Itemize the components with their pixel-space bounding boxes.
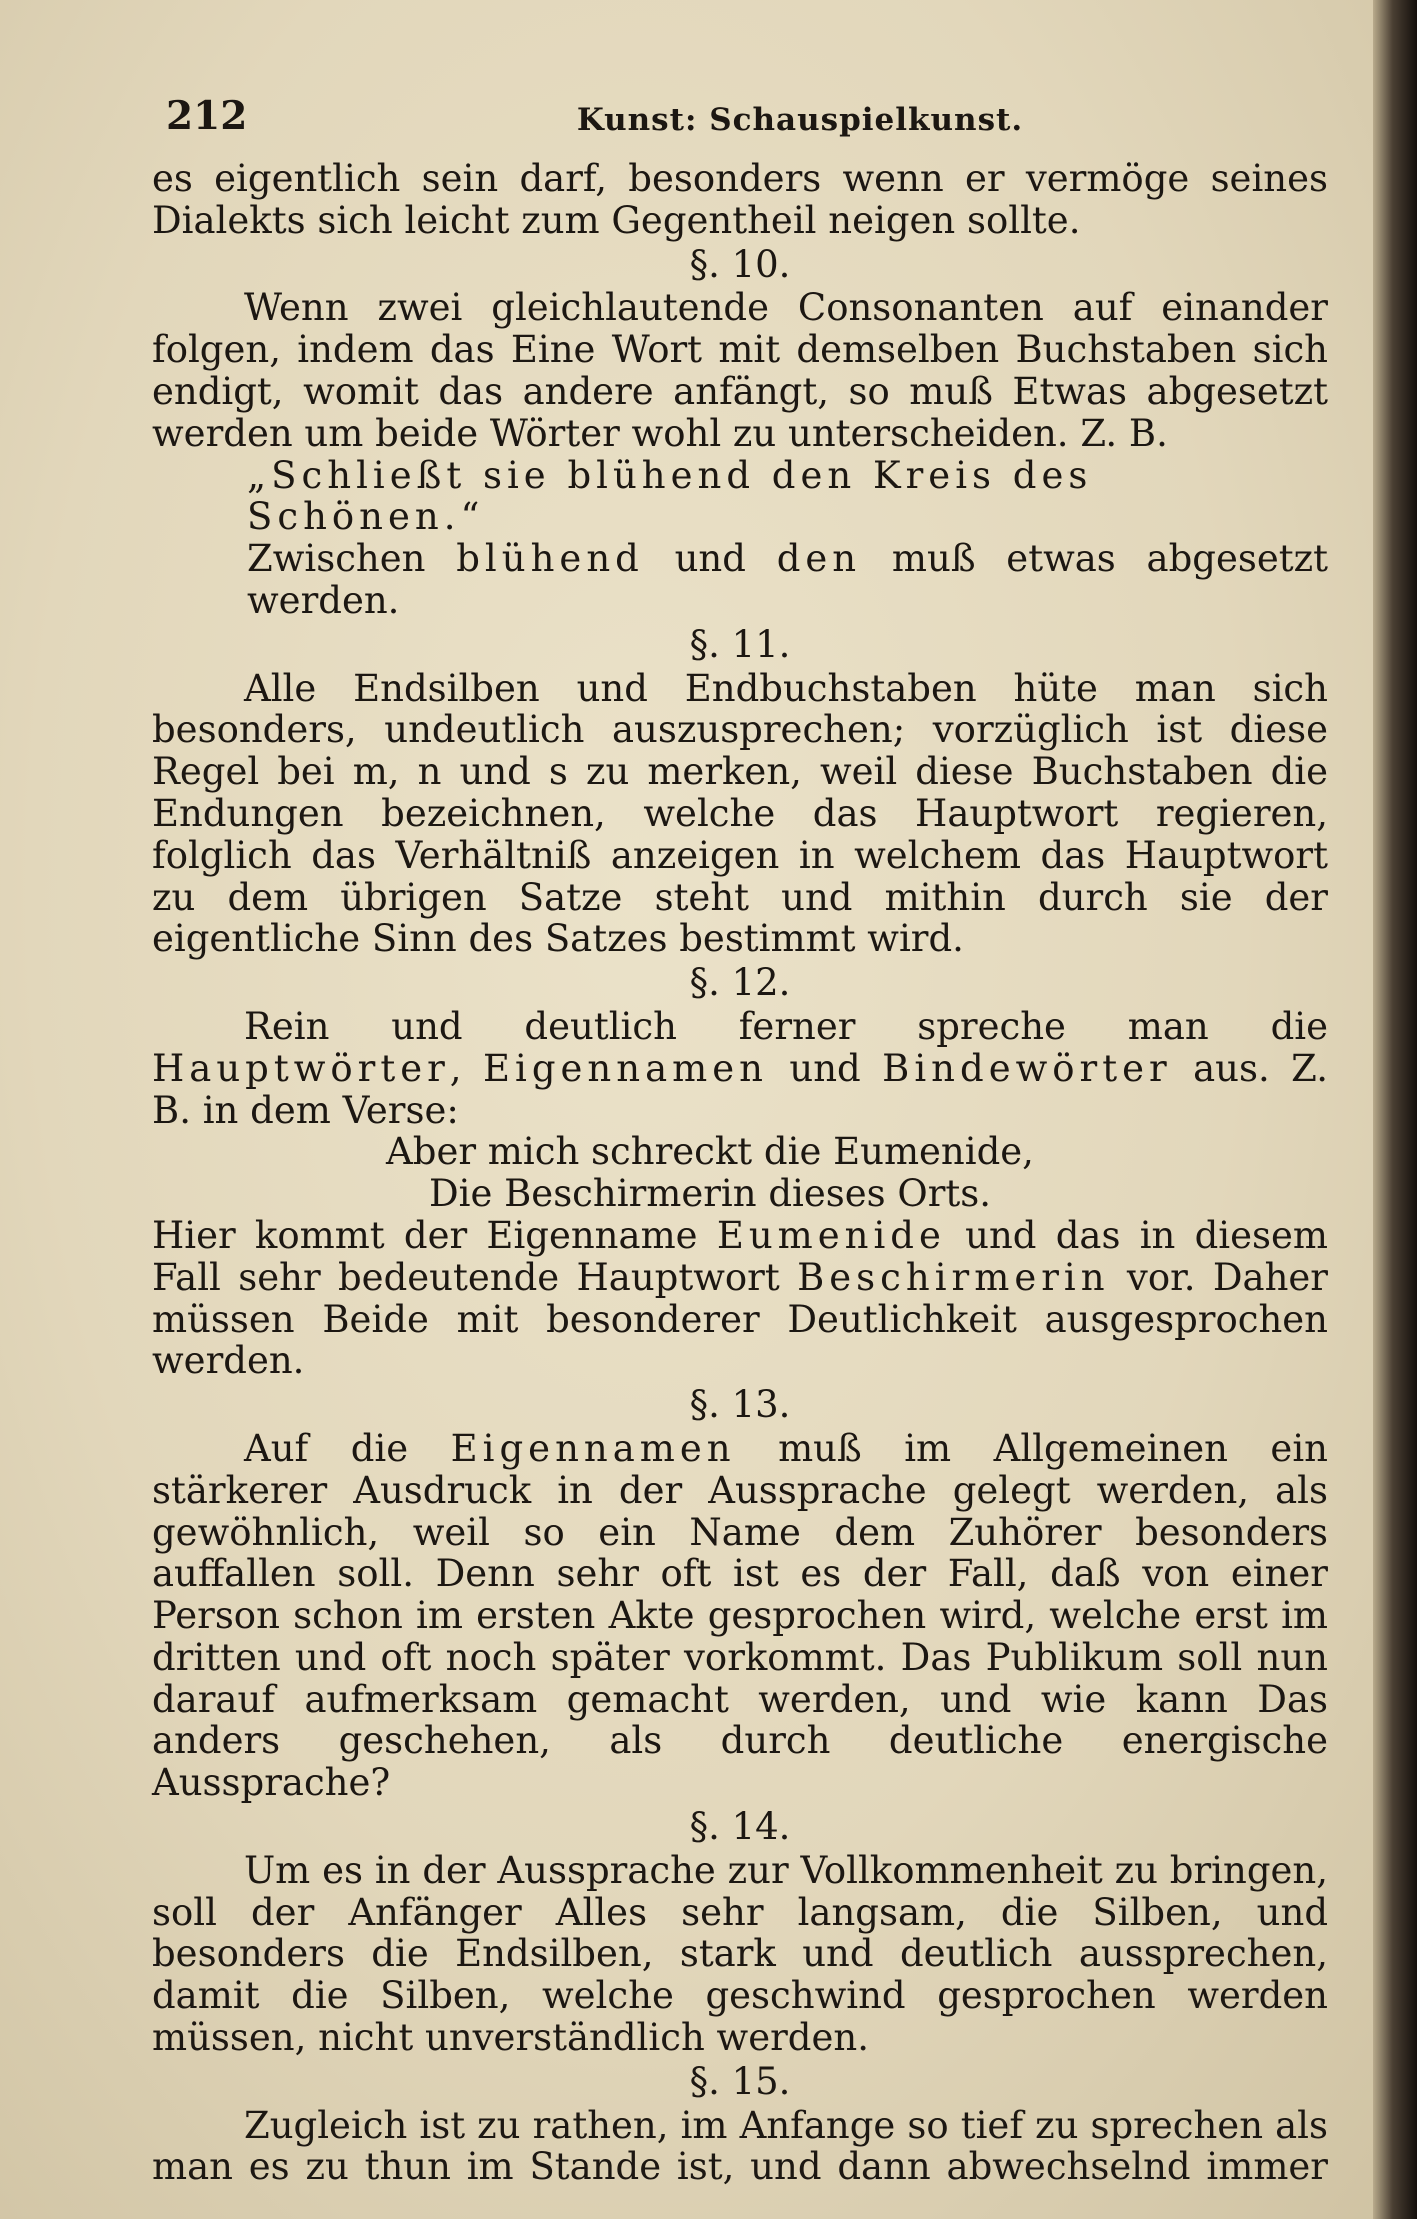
spaced-word: Eigennamen <box>482 1046 768 1090</box>
spaced-word: Eumenide <box>716 1213 946 1257</box>
section-13-heading: §. 13. <box>689 1383 791 1427</box>
paragraph-text: muß im Allgemeinen ein stärkerer Ausdruck in der Aussprache gelegt werden, als gewöhnlich, weil so ein Name dem Zuhörer besonders auffallen soll. Denn sehr oft ist es der Fall, daß von einer Person schon im ersten Akte gesprochen wird, welche erst im dritten und oft noch später vorkommt. Das Publikum soll nun darauf aufmerksam gemacht werden, und wie kann Das anders geschehen, als durch deutliche energische Aussprache? <box>152 1426 1328 1805</box>
section-15-paragraph: Zugleich ist zu rathen, im Anfange so tief zu sprechen als man es zu thun im Stande ist, und dann abwechselnd immer <box>152 2103 1328 2189</box>
section-12-heading: §. 12. <box>689 961 791 1005</box>
section-11-paragraph: Alle Endsilben und Endbuchstaben hüte man sich besonders, undeutlich auszusprechen; vorzüglich ist diese Regel bei m, n und s zu merken, weil diese Buchstaben die Endungen bezeichnen, welche das Hauptwort regieren, folglich das Verhältniß anzeigen in welchem das Hauptwort zu dem übrigen Satze steht und mithin durch sie der eigentliche Sinn des Satzes bestimmt wird. <box>152 666 1328 961</box>
section-13-paragraph <box>152 1428 1328 1804</box>
section-10-explanation <box>152 538 1328 622</box>
intro-text: aus. Z. B. in dem Verse: <box>152 1046 1328 1132</box>
page-edge-shadow <box>1373 0 1417 2219</box>
explanation-text: Hier kommt der Eigenname <box>152 1213 717 1257</box>
spaced-word: blühend <box>456 537 644 581</box>
intro-text: , <box>449 1046 483 1090</box>
section-15-heading: §. 15. <box>689 2059 791 2103</box>
verse-line-2: Die Beschirmerin dieses Orts. <box>428 1172 992 1216</box>
page-header <box>152 93 1328 148</box>
section-10-heading: §. 10. <box>689 242 791 286</box>
section-12-intro <box>152 1006 1328 1131</box>
section-10-example-quote <box>152 455 1328 539</box>
explanation-text: muß etwas abgesetzt werden. <box>247 537 1328 622</box>
page-number: 212 <box>166 93 248 139</box>
section-12-explanation <box>152 1215 1328 1382</box>
paragraph-text: Auf die <box>244 1426 451 1470</box>
explanation-text: und das in diesem Fall sehr bedeutende Hauptwort <box>152 1213 1329 1299</box>
spaced-word: Hauptwörter <box>152 1046 450 1090</box>
example-quote-text: „Schließt sie blühend den Kreis des Schönen.“ <box>247 453 1093 539</box>
text-block <box>152 93 1329 2189</box>
explanation-text: und <box>643 537 777 581</box>
spaced-word: Eigennamen <box>450 1426 736 1470</box>
continuation-paragraph: es eigentlich sein darf, besonders wenn er vermöge seines Dialekts sich leicht zum Gegentheil neigen sollte. <box>152 157 1328 242</box>
spaced-word: Beschirmerin <box>797 1255 1110 1299</box>
section-10-paragraph: Wenn zwei gleichlautende Consonanten auf einander folgen, indem das Eine Wort mit demselben Buchstaben sich endigt, womit das andere anfängt, so muß Etwas abgesetzt werden um beide Wörter wohl zu unterscheiden. Z. B. <box>152 286 1328 455</box>
section-14-paragraph: Um es in der Aussprache zur Vollkommenheit zu bringen, soll der Anfänger Alles sehr langsam, die Silben, und besonders die Endsilben, stark und deutlich aussprechen, damit die Silben, welche geschwind gesprochen werden müssen, nicht unverständlich werden. <box>152 1848 1328 2060</box>
explanation-text: Zwischen <box>247 537 457 581</box>
section-14-heading: §. 14. <box>689 1805 791 1849</box>
spaced-word: den <box>776 537 862 581</box>
spaced-word: Bindewörter <box>882 1046 1172 1090</box>
intro-text: Rein und deutlich ferner spreche man die <box>244 1004 1328 1048</box>
explanation-text: vor. Daher müssen Beide mit besonderer Deutlichkeit ausgesprochen werden. <box>152 1255 1328 1383</box>
intro-text: und <box>767 1046 883 1090</box>
section-11-heading: §. 11. <box>689 622 791 666</box>
running-title: Kunst: Schauspielkunst. <box>576 102 1024 138</box>
verse-line-1: Aber mich schreckt die Eumenide, <box>386 1130 1034 1174</box>
